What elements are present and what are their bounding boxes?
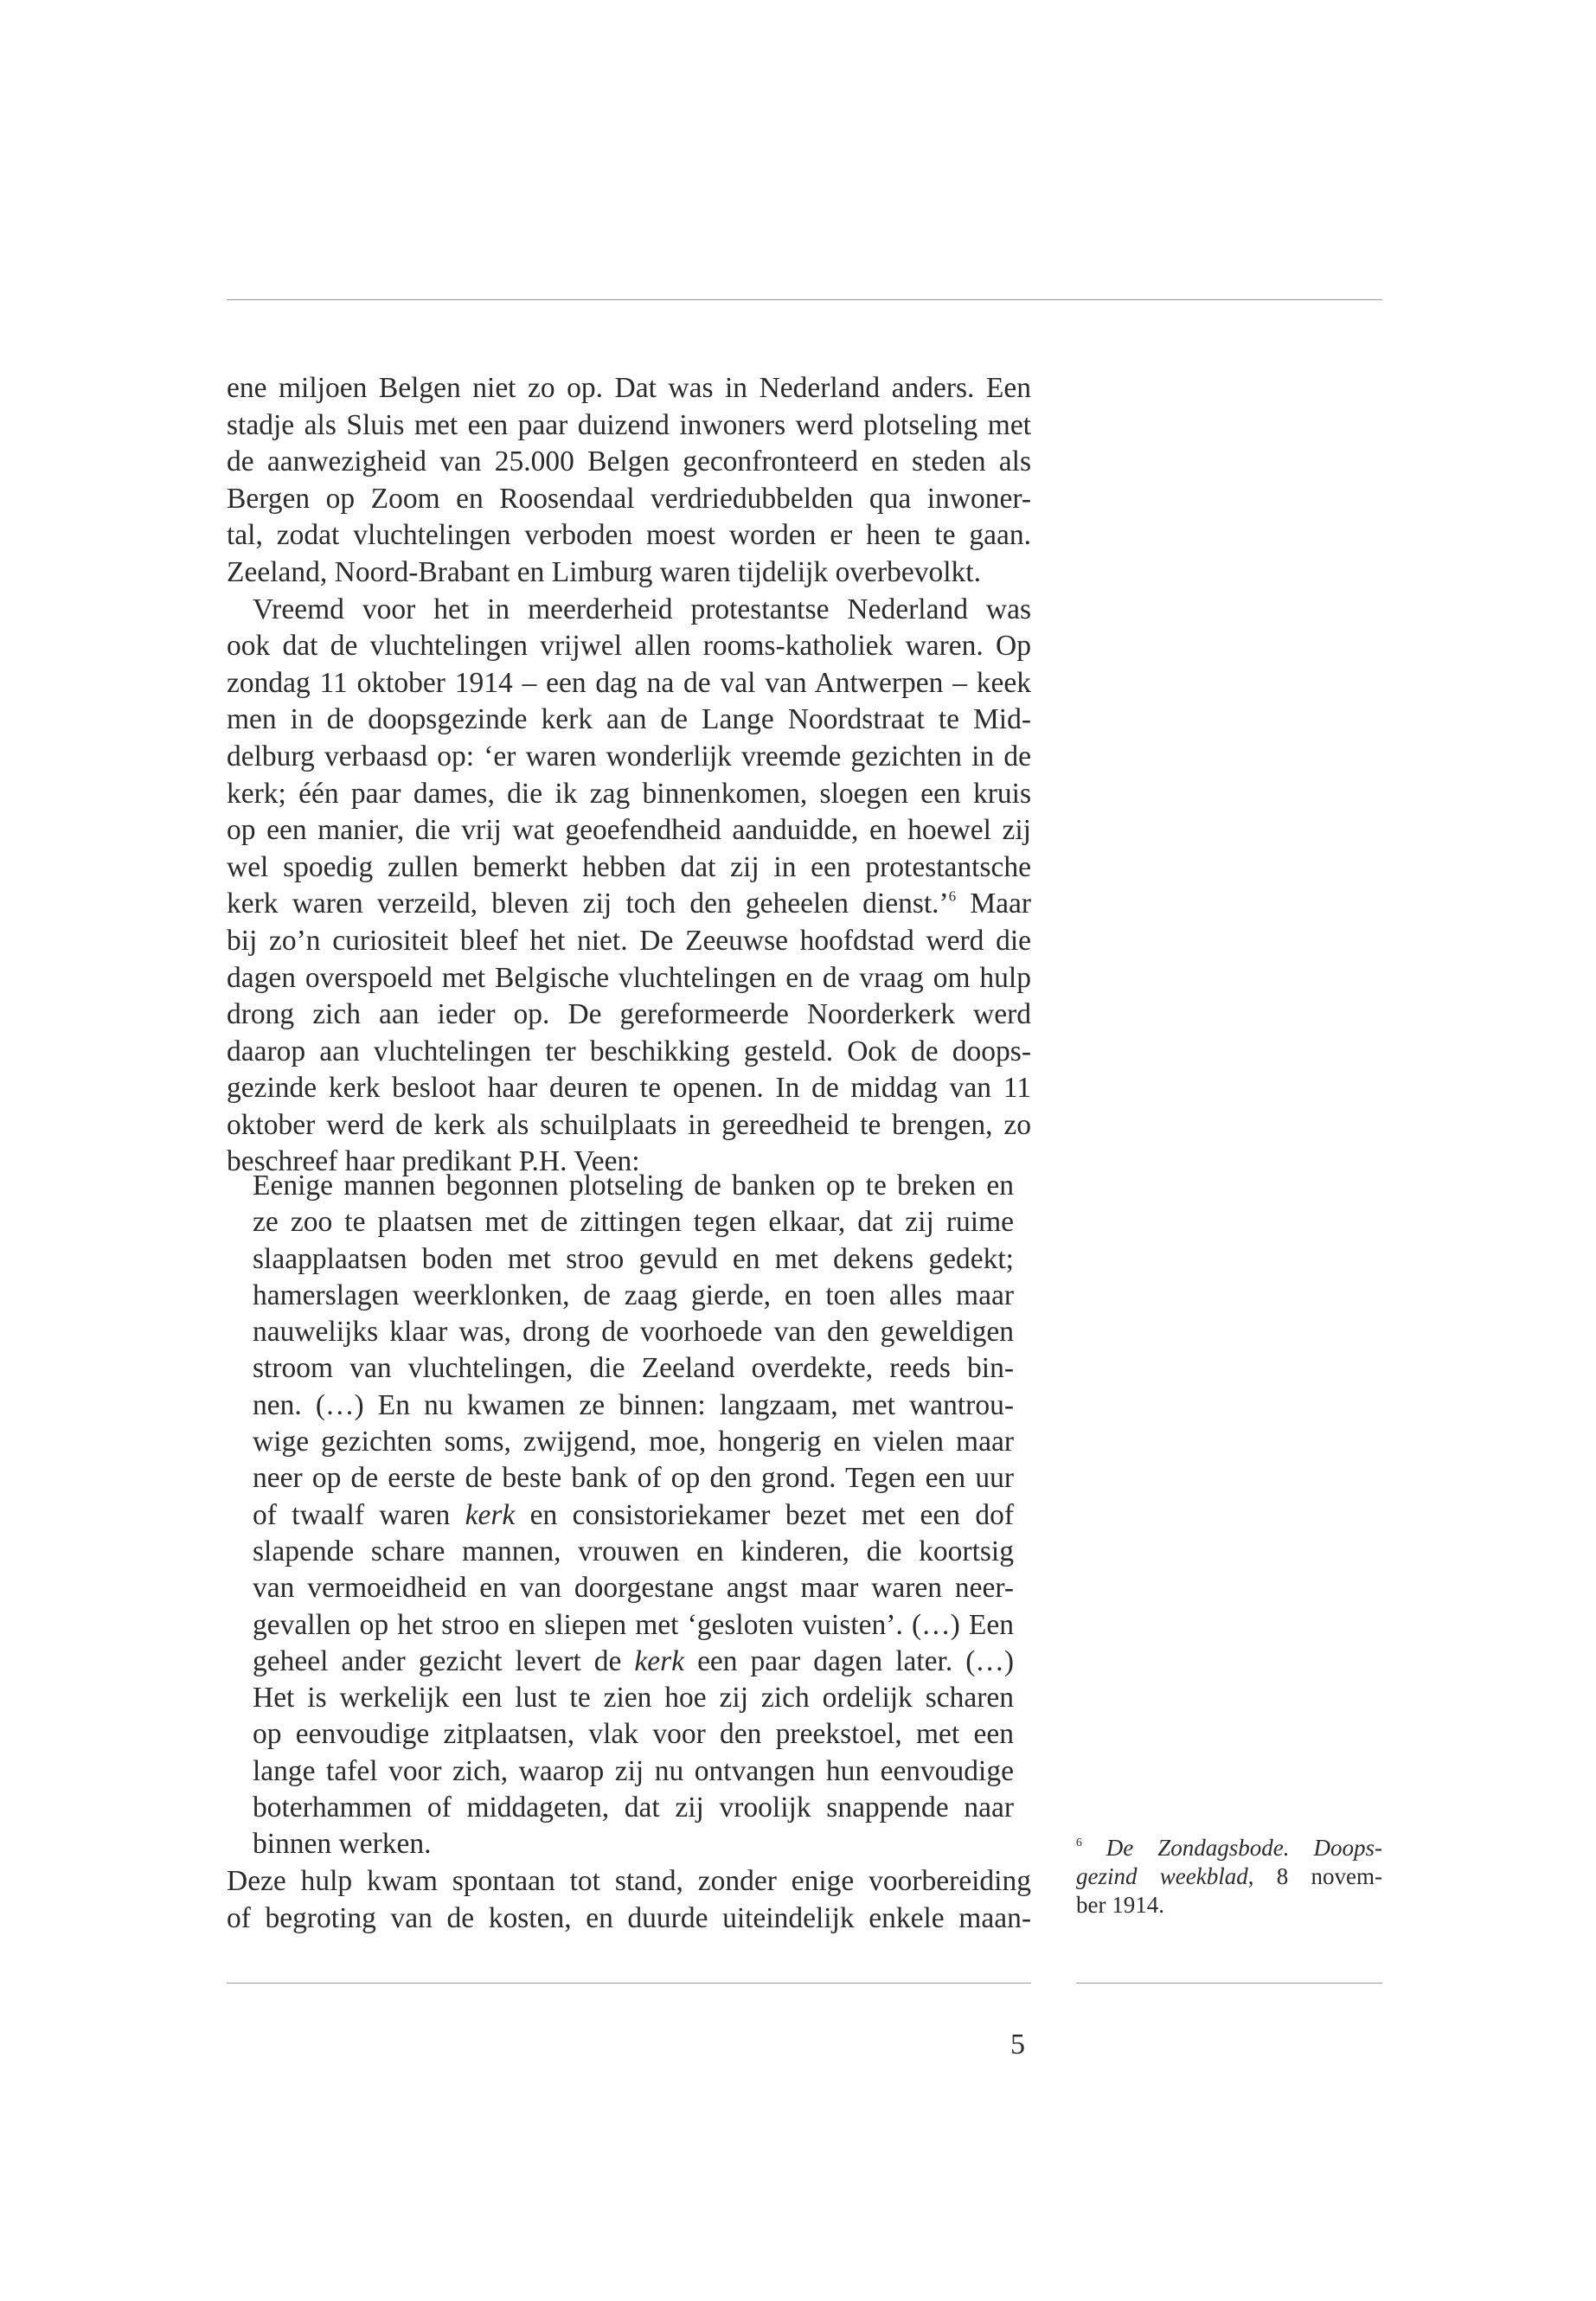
text-line: stadje als Sluis met een paar duizend inwoners werd plotseling met [227,408,1031,441]
text-line: Deze hulp kwam spontaan tot stand, zonder enige voorbereiding [227,1865,1031,1897]
footnote-line [1076,1834,1382,1862]
text-line: kerk; één paar dames, die ik zag binnenkomen, sloegen een kruis [227,777,1031,810]
text-line: ene miljoen Belgen niet zo op. Dat was in Nederland anders. Een [227,372,1031,404]
bottom-rule-main [227,1983,1031,1984]
page-number: 5 [1010,2029,1025,2061]
text-line: gezinde kerk besloot haar deuren te openen. In de middag van 11 [227,1072,1031,1105]
footnote-reference[interactable]: 6 [948,888,957,905]
continuation-text [227,1863,1031,1937]
text-line: men in de doopsgezinde kerk aan de Lange Noordstraat te Mid- [227,703,1031,736]
top-rule [227,299,1382,300]
text-segment: Maar [970,888,1031,920]
quote-line: Eenige mannen begonnen plotseling de banken op te breken en [253,1170,1014,1202]
text-line: tal, zodat vluchtelingen verboden moest worden er heen te gaan. [227,519,1031,552]
quote-line: boterhammen of middageten, dat zij vroolijk snappende naar [253,1791,1014,1824]
quote-line: nauwelijks klaar was, drong de voorhoede van den geweldigen [253,1316,1014,1349]
quote-line: lange tafel voor zich, waarop zij nu ontvangen hun eenvoudige [253,1754,1014,1787]
text-line: ook dat de vluchtelingen vrijwel allen rooms-katholiek waren. Op [227,630,1031,663]
text-line: wel spoedig zullen bemerkt hebben dat zij in een protestantsche [227,850,1031,883]
body-text [227,370,1031,1181]
bottom-rule-note [1076,1983,1382,1984]
text-line: drong zich aan ieder op. De gereformeerde Noorderkerk werd [227,998,1031,1031]
quote-line: binnen werken. [253,1828,432,1861]
footnote-text: , 8 novem- [1247,1863,1382,1889]
footnote-line: ber 1914. [1076,1892,1164,1918]
text-line: dagen overspoeld met Belgische vluchtelingen en de vraag om hulp [227,961,1031,994]
text-segment: of twaalf waren [253,1498,451,1531]
text-line: Vreemd voor het in meerderheid protestantse Nederland was [253,593,1031,625]
text-segment: en consistoriekamer bezet met een dof [529,1498,1014,1531]
text-line: zondag 11 oktober 1914 – een dag na de val van Antwerpen – keek [227,666,1031,699]
text-segment: geheel ander gezicht levert de [253,1644,622,1677]
text-segment: een paar dagen later. (…) [697,1644,1015,1677]
text-line: de aanwezigheid van 25.000 Belgen geconfronteerd en steden als [227,445,1031,478]
quote-line: op eenvoudige zitplaatsen, vlak voor den preekstoel, met een [253,1718,1014,1751]
block-quote [253,1168,1014,1863]
text-line-with-footnote [227,886,1031,923]
quote-line: Het is werkelijk een lust te zien hoe zij zich ordelijk scharen [253,1682,1014,1715]
text-line: of begroting van de kosten, en duurde uiteindelijk enkele maan- [227,1901,1031,1934]
text-line: bij zo’n curiositeit bleef het niet. De Zeeuwse hoofdstad werd die [227,924,1031,957]
text-line: Bergen op Zoom en Roosendaal verdriedubbelden qua inwoner- [227,482,1031,515]
footnote-number: 6 [1076,1836,1082,1849]
quote-line: nen. (…) En nu kwamen ze binnen: langzaam, met wantrou- [253,1388,1014,1421]
quote-line-with-emphasis [253,1497,1014,1534]
text-line: beschreef haar predikant P.H. Veen: [227,1145,640,1178]
text-line: op een manier, die vrij wat geoefendheid aanduidde, en hoewel zij [227,814,1031,847]
quote-line: van vermoeidheid en van doorgestane angst maar waren neer- [253,1572,1014,1605]
quote-line: wige gezichten soms, zwijgend, moe, hongerig en vielen maar [253,1426,1014,1458]
text-line: daarop aan vluchtelingen ter beschikking gesteld. Ook de doops- [227,1035,1031,1067]
quote-line: slapende schare mannen, vrouwen en kinderen, die koortsig [253,1535,1014,1567]
quote-line: ze zoo te plaatsen met de zittingen tegen elkaar, dat zij ruime [253,1206,1014,1239]
sidenote-footnote [1076,1834,1382,1920]
emphasis-kerk: kerk [465,1498,516,1531]
quote-line: hamerslagen weerklonken, de zaag gierde, en toen alles maar [253,1279,1014,1311]
quote-line: stroom van vluchtelingen, die Zeeland overdekte, reeds bin- [253,1352,1014,1385]
text-segment: kerk waren verzeild, bleven zij toch den geheelen dienst.’ [227,888,949,920]
text-line: oktober werd de kerk als schuilplaats in gereedheid te brengen, zo [227,1108,1031,1141]
quote-line: neer op de eerste de beste bank of op den grond. Tegen een uur [253,1462,1014,1495]
text-line: Zeeland, Noord-Brabant en Limburg waren tijdelijk overbevolkt. [227,555,981,588]
emphasis-kerk: kerk [634,1644,685,1677]
footnote-line [1076,1862,1382,1891]
footnote-title: De Zondagsbode. Doops- [1106,1835,1382,1861]
quote-line: gevallen op het stroo en sliepen met ‘gesloten vuisten’. (…) Een [253,1608,1014,1641]
footnote-title: gezind weekblad [1076,1863,1248,1889]
quote-line-with-emphasis [253,1644,1014,1680]
text-line: delburg verbaasd op: ‘er waren wonderlijk vreemde gezichten in de [227,740,1031,772]
quote-line: slaapplaatsen boden met stroo gevuld en met dekens gedekt; [253,1242,1014,1275]
